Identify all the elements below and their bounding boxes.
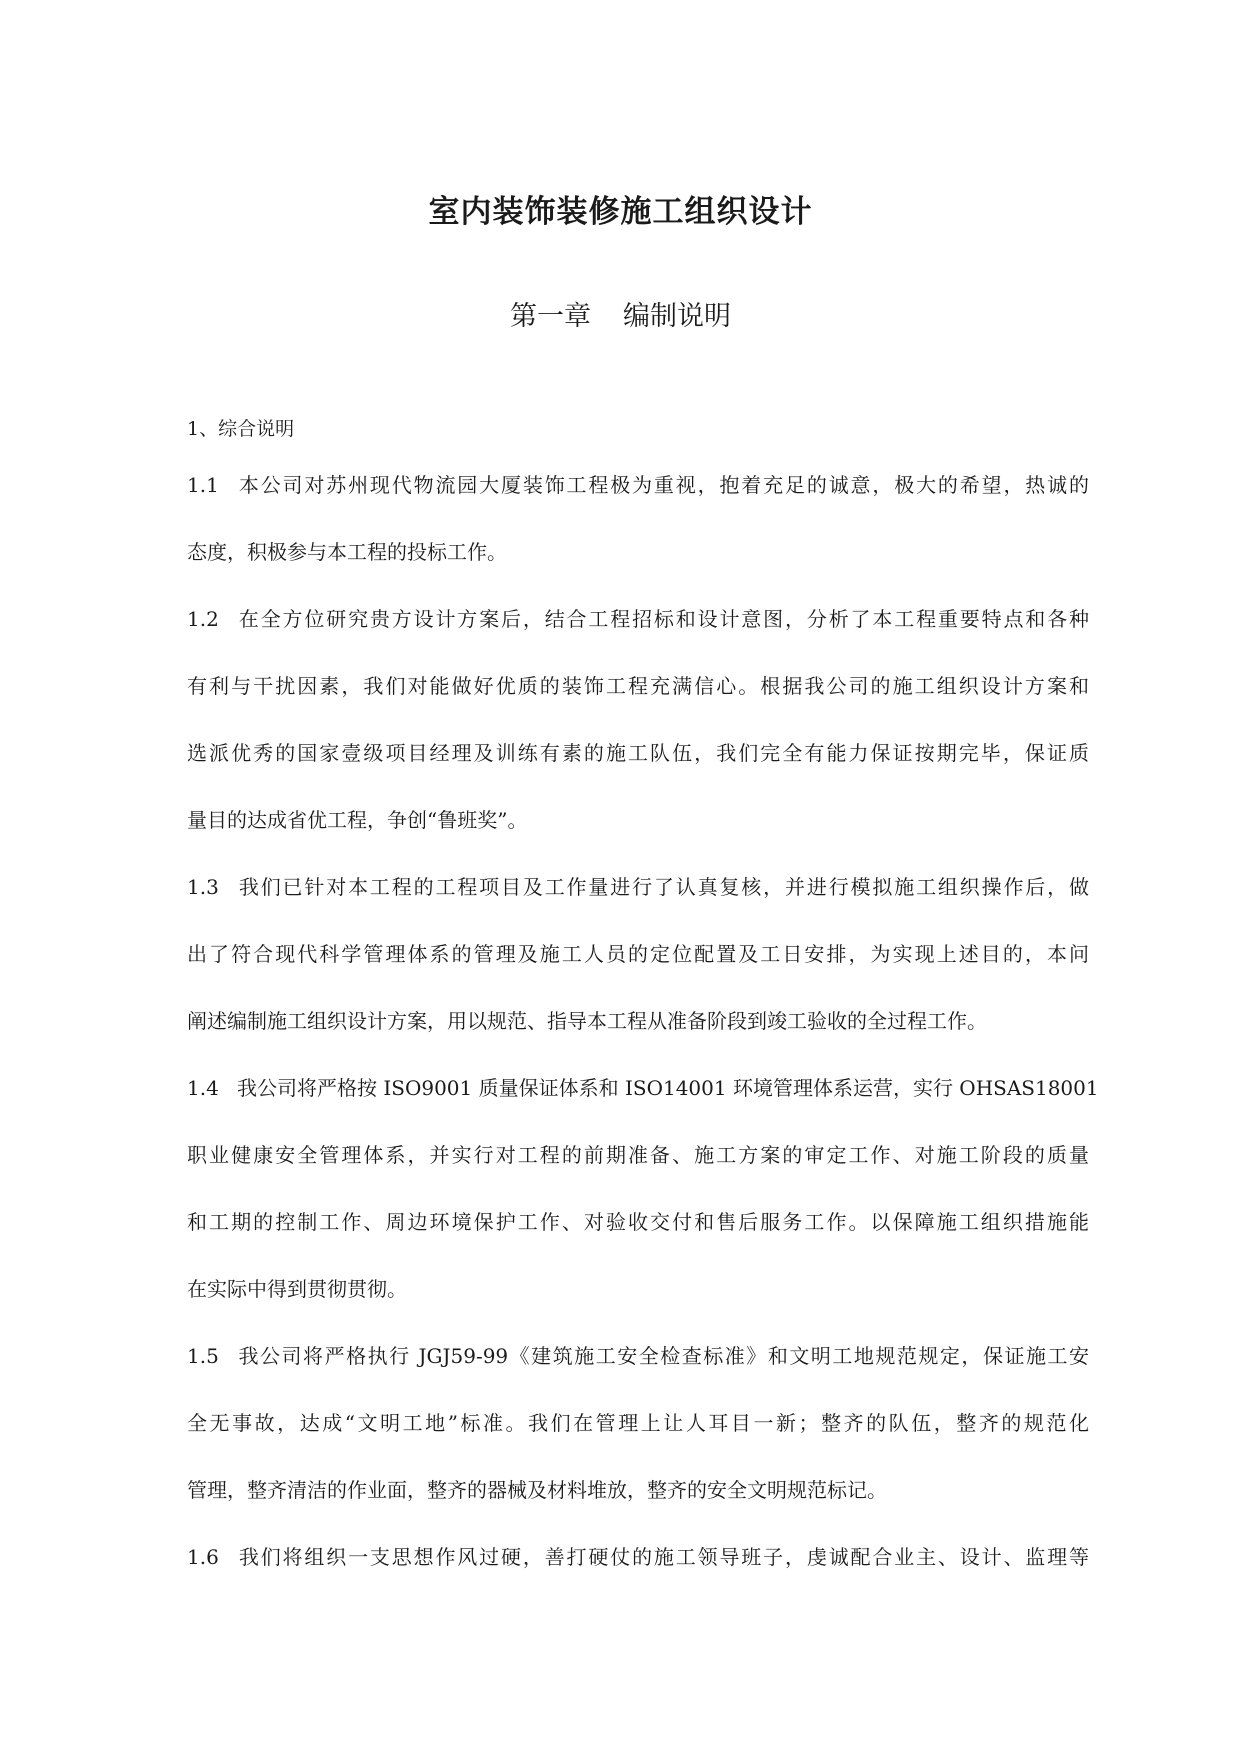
paragraph-line: 在实际中得到贯彻贯彻。 (187, 1277, 407, 1301)
body-text (187, 472, 1099, 1611)
paragraph-number: 1.4 (187, 1076, 219, 1100)
paragraph-text: 在全方位研究贵方设计方案后，结合工程招标和设计意图，分析了本工程重要特点和各种 (237, 607, 1089, 631)
chapter-label: 第一章 (510, 301, 591, 332)
paragraph-text: 我公司将严格按 ISO9001 质量保证体系和 ISO14001 环境管理体系运营，实行 OHSAS18001 (237, 1076, 1099, 1100)
paragraph-line: 出了符合现代科学管理体系的管理及施工人员的定位配置及工日安排，为实现上述目的，本问 (187, 942, 1089, 966)
paragraph-text: 本公司对苏州现代物流园大厦装饰工程极为重视，抱着充足的诚意，极大的希望，热诚的 (237, 473, 1089, 497)
paragraph-text: 我公司将严格执行 JGJ59-99《建筑施工安全检查标准》和文明工地规范规定，保证施工安 (237, 1344, 1089, 1368)
paragraph-number: 1.6 (187, 1545, 219, 1569)
paragraph-number: 1.2 (187, 607, 219, 631)
paragraph-line (187, 472, 1089, 539)
paragraph-line: 量目的达成省优工程，争创“鲁班奖”。 (187, 808, 528, 832)
paragraph-line: 职业健康安全管理体系，并实行对工程的前期准备、施工方案的审定工作、对施工阶段的质量 (187, 1143, 1089, 1167)
chapter-name: 编制说明 (623, 301, 731, 332)
paragraph-line: 态度，积极参与本工程的投标工作。 (187, 540, 507, 564)
paragraph-line: 和工期的控制工作、周边环境保护工作、对验收交付和售后服务工作。以保障施工组织措施能 (187, 1210, 1089, 1234)
paragraph-1-1 (187, 472, 1089, 606)
paragraph-line: 全无事故，达成“文明工地”标准。我们在管理上让人耳目一新；整齐的队伍，整齐的规范化 (187, 1411, 1089, 1435)
paragraph-number: 1.1 (187, 473, 219, 497)
paragraph-text: 我们已针对本工程的工程项目及工作量进行了认真复核，并进行模拟施工组织操作后，做 (237, 875, 1089, 899)
paragraph-number: 1.3 (187, 875, 219, 899)
paragraph-1-6 (187, 1544, 1089, 1611)
paragraph-line: 有利与干扰因素，我们对能做好优质的装饰工程充满信心。根据我公司的施工组织设计方案和 (187, 674, 1089, 698)
paragraph-line: 阐述编制施工组织设计方案，用以规范、指导本工程从准备阶段到竣工验收的全过程工作。 (187, 1009, 987, 1033)
paragraph-line: 管理，整齐清洁的作业面，整齐的器械及材料堆放，整齐的安全文明规范标记。 (187, 1478, 887, 1502)
paragraph-line (187, 1075, 1099, 1142)
paragraph-line: 选派优秀的国家壹级项目经理及训练有素的施工队伍，我们完全有能力保证按期完毕，保证质 (187, 741, 1089, 765)
paragraph-1-3 (187, 874, 1089, 1075)
section-heading: 1、综合说明 (187, 418, 295, 440)
paragraph-line (187, 606, 1089, 673)
document-title: 室内装饰装修施工组织设计 (428, 194, 813, 230)
paragraph-1-5 (187, 1343, 1089, 1544)
paragraph-text: 我们将组织一支思想作风过硬，善打硬仗的施工领导班子，虔诚配合业主、设计、监理等 (237, 1545, 1089, 1569)
paragraph-line (187, 1343, 1089, 1410)
paragraph-1-2 (187, 606, 1089, 874)
paragraph-1-4 (187, 1075, 1099, 1343)
paragraph-line (187, 874, 1089, 941)
chapter-heading (0, 294, 1241, 333)
paragraph-number: 1.5 (187, 1344, 219, 1368)
paragraph-line (187, 1544, 1089, 1611)
